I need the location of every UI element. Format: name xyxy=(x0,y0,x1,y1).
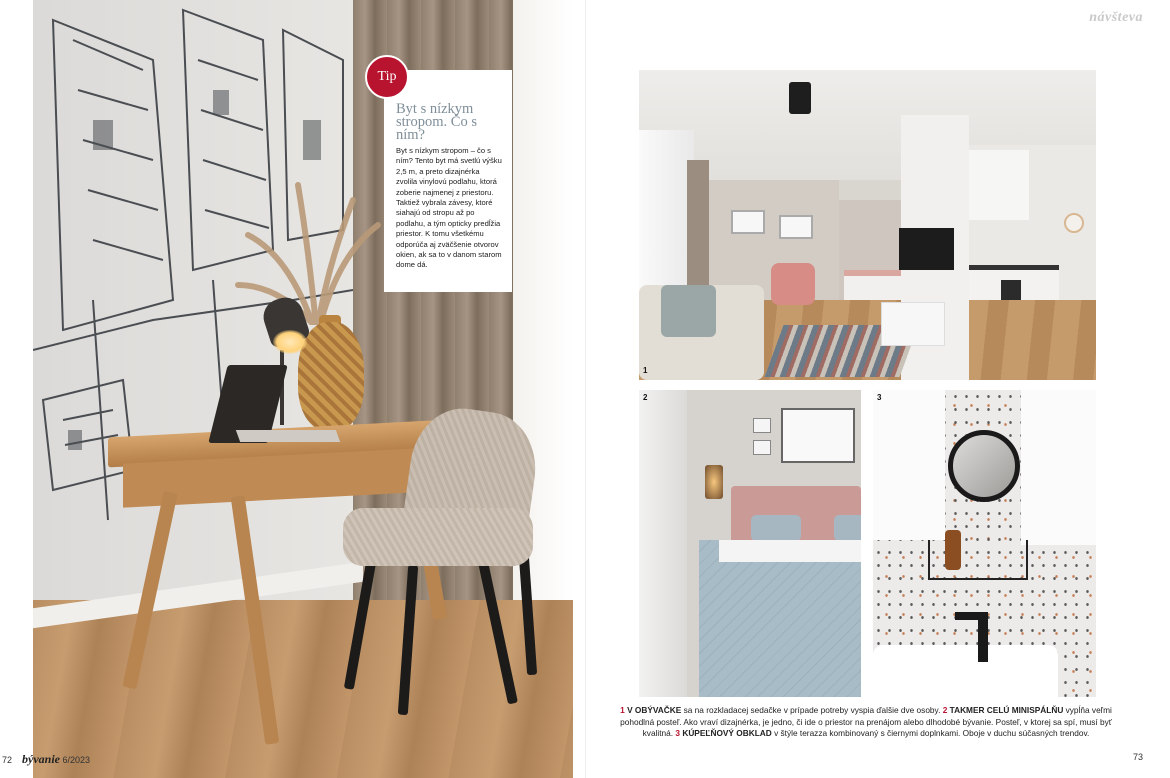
caption-number: 2 xyxy=(942,705,948,715)
faucet-icon xyxy=(978,612,988,662)
caption-heading: TAKMER CELÚ MINISPÁLŇU xyxy=(949,705,1064,715)
issue-number: 6/2023 xyxy=(62,755,91,765)
tip-title: Byt s nízkym stropom. Čo s ním? xyxy=(396,101,477,143)
living-room-photo xyxy=(639,70,1096,380)
pampas-grass xyxy=(228,165,388,325)
left-folio xyxy=(2,752,90,767)
side-table xyxy=(881,302,945,346)
magazine-logo: bývanie xyxy=(22,752,61,766)
laptop-base xyxy=(236,430,340,442)
soap-bottle-icon xyxy=(945,530,961,570)
cushion xyxy=(661,285,716,337)
small-frame xyxy=(753,418,771,433)
small-frame xyxy=(753,440,771,455)
page-number: 73 xyxy=(1132,752,1143,762)
quilted-bedspread xyxy=(699,540,861,697)
tip-badge: Tip xyxy=(365,55,409,99)
lamp-glow xyxy=(273,330,307,354)
pillow xyxy=(834,515,861,541)
bedroom-photo xyxy=(639,390,861,697)
chair-seat xyxy=(343,508,533,566)
tip-body: Byt s nízkym stropom – čo s ním? Tento byt má svetlú výšku 2,5 m, a preto dizajnérka zvolila vinylovú podlahu, ktorá zoberie najmenej z priestoru. Taktiež vybrala závesy, ktoré siahajú od stropu až po podlahu, a tým opticky predĺžia priestor. K tomu všetkému odporúča aj zväčšenie otvorov okien, ak sa to v danom starom dome dá. xyxy=(396,146,502,270)
sink xyxy=(873,645,1058,697)
caption-text: vypĺňa veľmi pohodlná posteľ. Ako vraví dizajnérka, je jedno, či ide o priestor na prenájom alebo dlhodobé bývanie. Posteľ, v ktorej sa spí, musí byť kvalitná. xyxy=(620,705,1112,738)
armchair xyxy=(771,263,815,305)
page-number: 72 xyxy=(2,755,13,765)
caption-text: sa na rozkladacej sedačke v prípade potreby vyspia ďalšie dve osoby. xyxy=(681,705,943,715)
tip-box xyxy=(384,70,512,292)
caption-heading: V OBÝVAČKE xyxy=(627,705,682,715)
cabinet xyxy=(1021,390,1096,545)
framed-art xyxy=(781,408,855,463)
tv-icon xyxy=(899,228,954,270)
photo-number: 1 xyxy=(643,366,648,375)
caption-text: v štýle terazza kombinovaný s čiernymi doplnkami. Oboje v duchu súčasných trendov. xyxy=(771,728,1090,738)
wicker-vase xyxy=(298,322,364,430)
bathroom-photo xyxy=(873,390,1096,697)
page-gutter xyxy=(585,0,586,778)
caption-number: 1 xyxy=(620,705,625,715)
clock-icon xyxy=(1064,213,1084,233)
wall-lamp-icon xyxy=(705,465,723,499)
caption-heading: KÚPEĽŇOVÝ OBKLAD xyxy=(682,728,772,738)
photo-caption xyxy=(616,705,1116,740)
wall-frame xyxy=(779,215,813,239)
upper-cabinet xyxy=(969,150,1029,220)
ceiling-lamp-icon xyxy=(789,82,811,114)
caption-number: 3 xyxy=(675,728,681,738)
curtain xyxy=(639,390,687,697)
round-mirror-icon xyxy=(948,430,1020,502)
wall-frame xyxy=(731,210,765,234)
wire-shelf xyxy=(928,540,1028,580)
section-label: návšteva xyxy=(1089,10,1143,25)
pillow xyxy=(751,515,801,541)
cabinet xyxy=(873,390,945,540)
bed-sheet xyxy=(719,540,861,562)
photo-number: 3 xyxy=(877,393,882,402)
photo-number: 2 xyxy=(643,393,648,402)
